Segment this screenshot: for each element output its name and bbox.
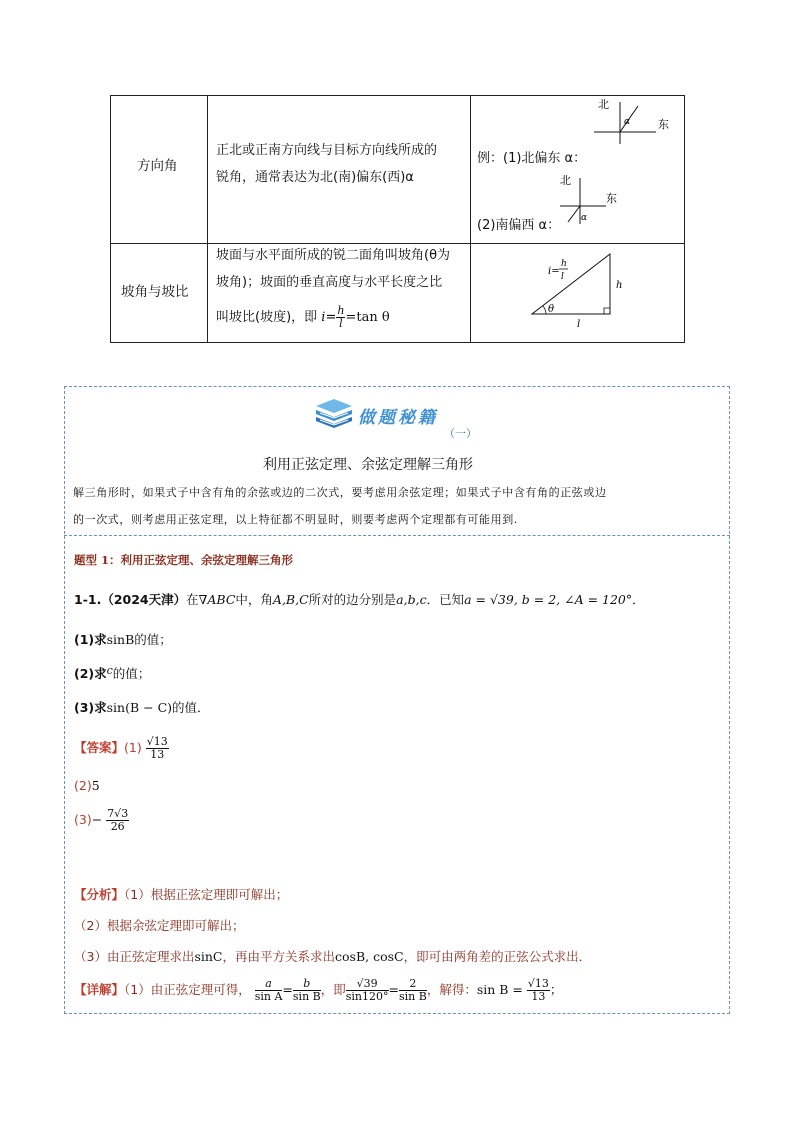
analysis-line-2: （2）根据余弦定理即可解出； bbox=[74, 918, 245, 933]
detail-text-a: （1）由正弦定理可得， bbox=[124, 982, 251, 997]
slope-def-line-1: 坡面与水平面所成的锐二面角叫坡角(θ为 bbox=[216, 248, 451, 263]
slope-def-line-2: 坡角)；坡面的垂直高度与水平长度之比 bbox=[216, 275, 443, 290]
angles: A,B,C bbox=[272, 592, 309, 607]
triangle-name: ∇ABC bbox=[198, 592, 236, 607]
detail-frac-2 bbox=[293, 978, 321, 1003]
l-label: l bbox=[577, 319, 581, 330]
statement-b: 中，角 bbox=[235, 592, 273, 607]
q3-suffix: 的值． bbox=[172, 700, 210, 715]
q2-expr: c bbox=[106, 664, 113, 677]
q1-suffix: 的值； bbox=[134, 632, 172, 647]
alpha-label-1: α bbox=[624, 117, 631, 127]
detail-eq-1: = bbox=[282, 982, 293, 997]
detail-f1-den: sin A bbox=[254, 990, 283, 1003]
detail-f2-den: sin B bbox=[292, 990, 321, 1003]
slope-def-prefix: 叫坡比(坡度)，即 bbox=[216, 310, 322, 325]
detail-end: ； bbox=[549, 982, 563, 997]
analysis-3c: ，即可由两角差的正弦公式求出． bbox=[403, 949, 592, 964]
slope-tan: =tan θ bbox=[345, 310, 390, 325]
h-label: h bbox=[616, 280, 623, 291]
answer-1-prefix: (1) bbox=[124, 740, 142, 755]
answer-1-fraction bbox=[146, 736, 169, 761]
detail-frac-3 bbox=[346, 978, 389, 1003]
direction-def-line-1: 正北或正南方向线与目标方向线所成的 bbox=[216, 143, 438, 158]
answer-3-sign: − bbox=[91, 812, 103, 827]
east-label-1: 东 bbox=[658, 118, 669, 131]
definition-table bbox=[110, 95, 685, 343]
q2-prefix: (2)求 bbox=[74, 666, 107, 681]
term-direction-angle: 方向角 bbox=[137, 158, 178, 174]
problem-type-title: 题型 1：利用正弦定理、余弦定理解三角形 bbox=[74, 553, 294, 567]
book-stack-icon bbox=[312, 396, 354, 432]
answer-3-prefix: (3) bbox=[74, 812, 92, 827]
detail-f3-den: sin120° bbox=[345, 990, 389, 1003]
detail-f4-den: sin B bbox=[398, 990, 427, 1003]
analysis-3b: ，再由平方关系求出 bbox=[222, 949, 336, 964]
north-label-1: 北 bbox=[598, 98, 609, 111]
analysis-line-3 bbox=[74, 947, 591, 965]
slope-frac-den: l bbox=[339, 317, 343, 330]
detail-result-lhs: sin B = bbox=[476, 982, 523, 997]
i-frac-num: h bbox=[561, 259, 567, 269]
example-north-east: 例：(1)北偏东 α： bbox=[477, 151, 587, 166]
statement-e: ． bbox=[632, 592, 645, 607]
answer-3-fraction bbox=[106, 808, 129, 833]
direction-def-line-2: 锐角，通常表达为北(南)偏东(西)α bbox=[216, 170, 414, 185]
analysis-3-expr1: sinC bbox=[194, 949, 223, 964]
analysis-label: 【分析】 bbox=[74, 887, 125, 902]
slope-eq: = bbox=[325, 310, 337, 325]
term-slope: 坡角与坡比 bbox=[121, 284, 189, 300]
example-south-west: (2)南偏西 α： bbox=[477, 218, 561, 233]
slope-i: i bbox=[321, 310, 326, 325]
question-2 bbox=[74, 664, 150, 682]
detail-frac-5 bbox=[527, 978, 550, 1003]
detail-line-1 bbox=[74, 976, 562, 1004]
banner-title: 做题秘籍 bbox=[358, 408, 438, 428]
detail-frac-1 bbox=[255, 978, 283, 1003]
q1-prefix: (1)求 bbox=[74, 632, 107, 647]
answer-1 bbox=[74, 736, 169, 761]
detail-f4-num: 2 bbox=[399, 978, 427, 991]
south-west-diagram bbox=[556, 174, 636, 226]
banner-subtitle: （一） bbox=[444, 427, 477, 440]
detail-f5-den: 13 bbox=[531, 990, 546, 1003]
answer-3-den: 26 bbox=[110, 820, 125, 833]
east-label-2: 东 bbox=[606, 192, 617, 205]
answer-1-num: √13 bbox=[146, 735, 168, 748]
statement-a: 在 bbox=[186, 592, 199, 607]
detail-eq-2: = bbox=[388, 982, 399, 997]
analysis-text-1: （1）根据正弦定理即可解出； bbox=[124, 887, 289, 902]
detail-f5-num: √13 bbox=[527, 977, 549, 990]
q2-suffix: 的值； bbox=[112, 666, 151, 681]
answer-2-value: 5 bbox=[91, 778, 100, 793]
answer-3 bbox=[74, 808, 129, 833]
problem-number: 1-1. bbox=[74, 592, 102, 607]
answer-2-prefix: (2) bbox=[74, 778, 92, 793]
analysis-3a: （3）由正弦定理求出 bbox=[74, 949, 195, 964]
detail-f1-num: a bbox=[255, 978, 283, 991]
statement-c: 所对的边分别是 bbox=[308, 592, 397, 607]
statement-d: ．已知 bbox=[426, 592, 465, 607]
table-col-divider-2 bbox=[470, 96, 471, 342]
intro-line-2: 的一次式，则考虑用正弦定理，以上特征都不明显时，则要考虑两个定理都有可能用到. bbox=[73, 513, 518, 526]
detail-f3-num: √39 bbox=[346, 978, 389, 991]
alpha-label-2: α bbox=[581, 213, 588, 223]
q3-expr: sin(B − C) bbox=[106, 700, 173, 715]
answer-2 bbox=[74, 778, 100, 793]
section-heading: 利用正弦定理、余弦定理解三角形 bbox=[263, 457, 473, 473]
q3-prefix: (3)求 bbox=[74, 700, 107, 715]
answer-1-den: 13 bbox=[150, 748, 165, 761]
slope-triangle-diagram bbox=[526, 246, 676, 336]
table-col-divider-1 bbox=[207, 96, 208, 342]
detail-mid: ，即 bbox=[320, 982, 346, 997]
detail-f2-num: b bbox=[293, 978, 321, 991]
detail-tail: ，解得： bbox=[426, 982, 477, 997]
sides: a,b,c bbox=[396, 592, 427, 607]
panel-divider bbox=[64, 535, 730, 536]
analysis-line-1 bbox=[74, 885, 288, 903]
detail-frac-4 bbox=[399, 978, 427, 1003]
answer-label: 【答案】 bbox=[74, 740, 125, 755]
given-values: a = √39, b = 2, ∠A = 120° bbox=[464, 592, 633, 607]
q1-expr: sinB bbox=[106, 632, 135, 647]
analysis-3-expr2: cosB, cosC bbox=[335, 949, 404, 964]
answer-3-num: 7√3 bbox=[107, 807, 129, 820]
detail-label: 【详解】 bbox=[74, 982, 125, 997]
intro-line-1: 解三角形时，如果式子中含有角的余弦或边的二次式，要考虑用余弦定理；如果式子中含有角的正弦或边 bbox=[73, 486, 607, 499]
question-3 bbox=[74, 698, 210, 716]
theta-label: θ bbox=[548, 304, 555, 315]
slope-def-line-3 bbox=[216, 305, 390, 330]
i-frac-den: l bbox=[561, 272, 564, 282]
i-eq-label: i= bbox=[548, 266, 560, 277]
problem-source: （2024天津） bbox=[101, 592, 187, 607]
slope-frac-num: h bbox=[337, 304, 345, 317]
north-label-2: 北 bbox=[560, 174, 571, 187]
problem-statement bbox=[74, 590, 645, 608]
north-east-diagram bbox=[586, 96, 676, 144]
question-1 bbox=[74, 630, 172, 648]
